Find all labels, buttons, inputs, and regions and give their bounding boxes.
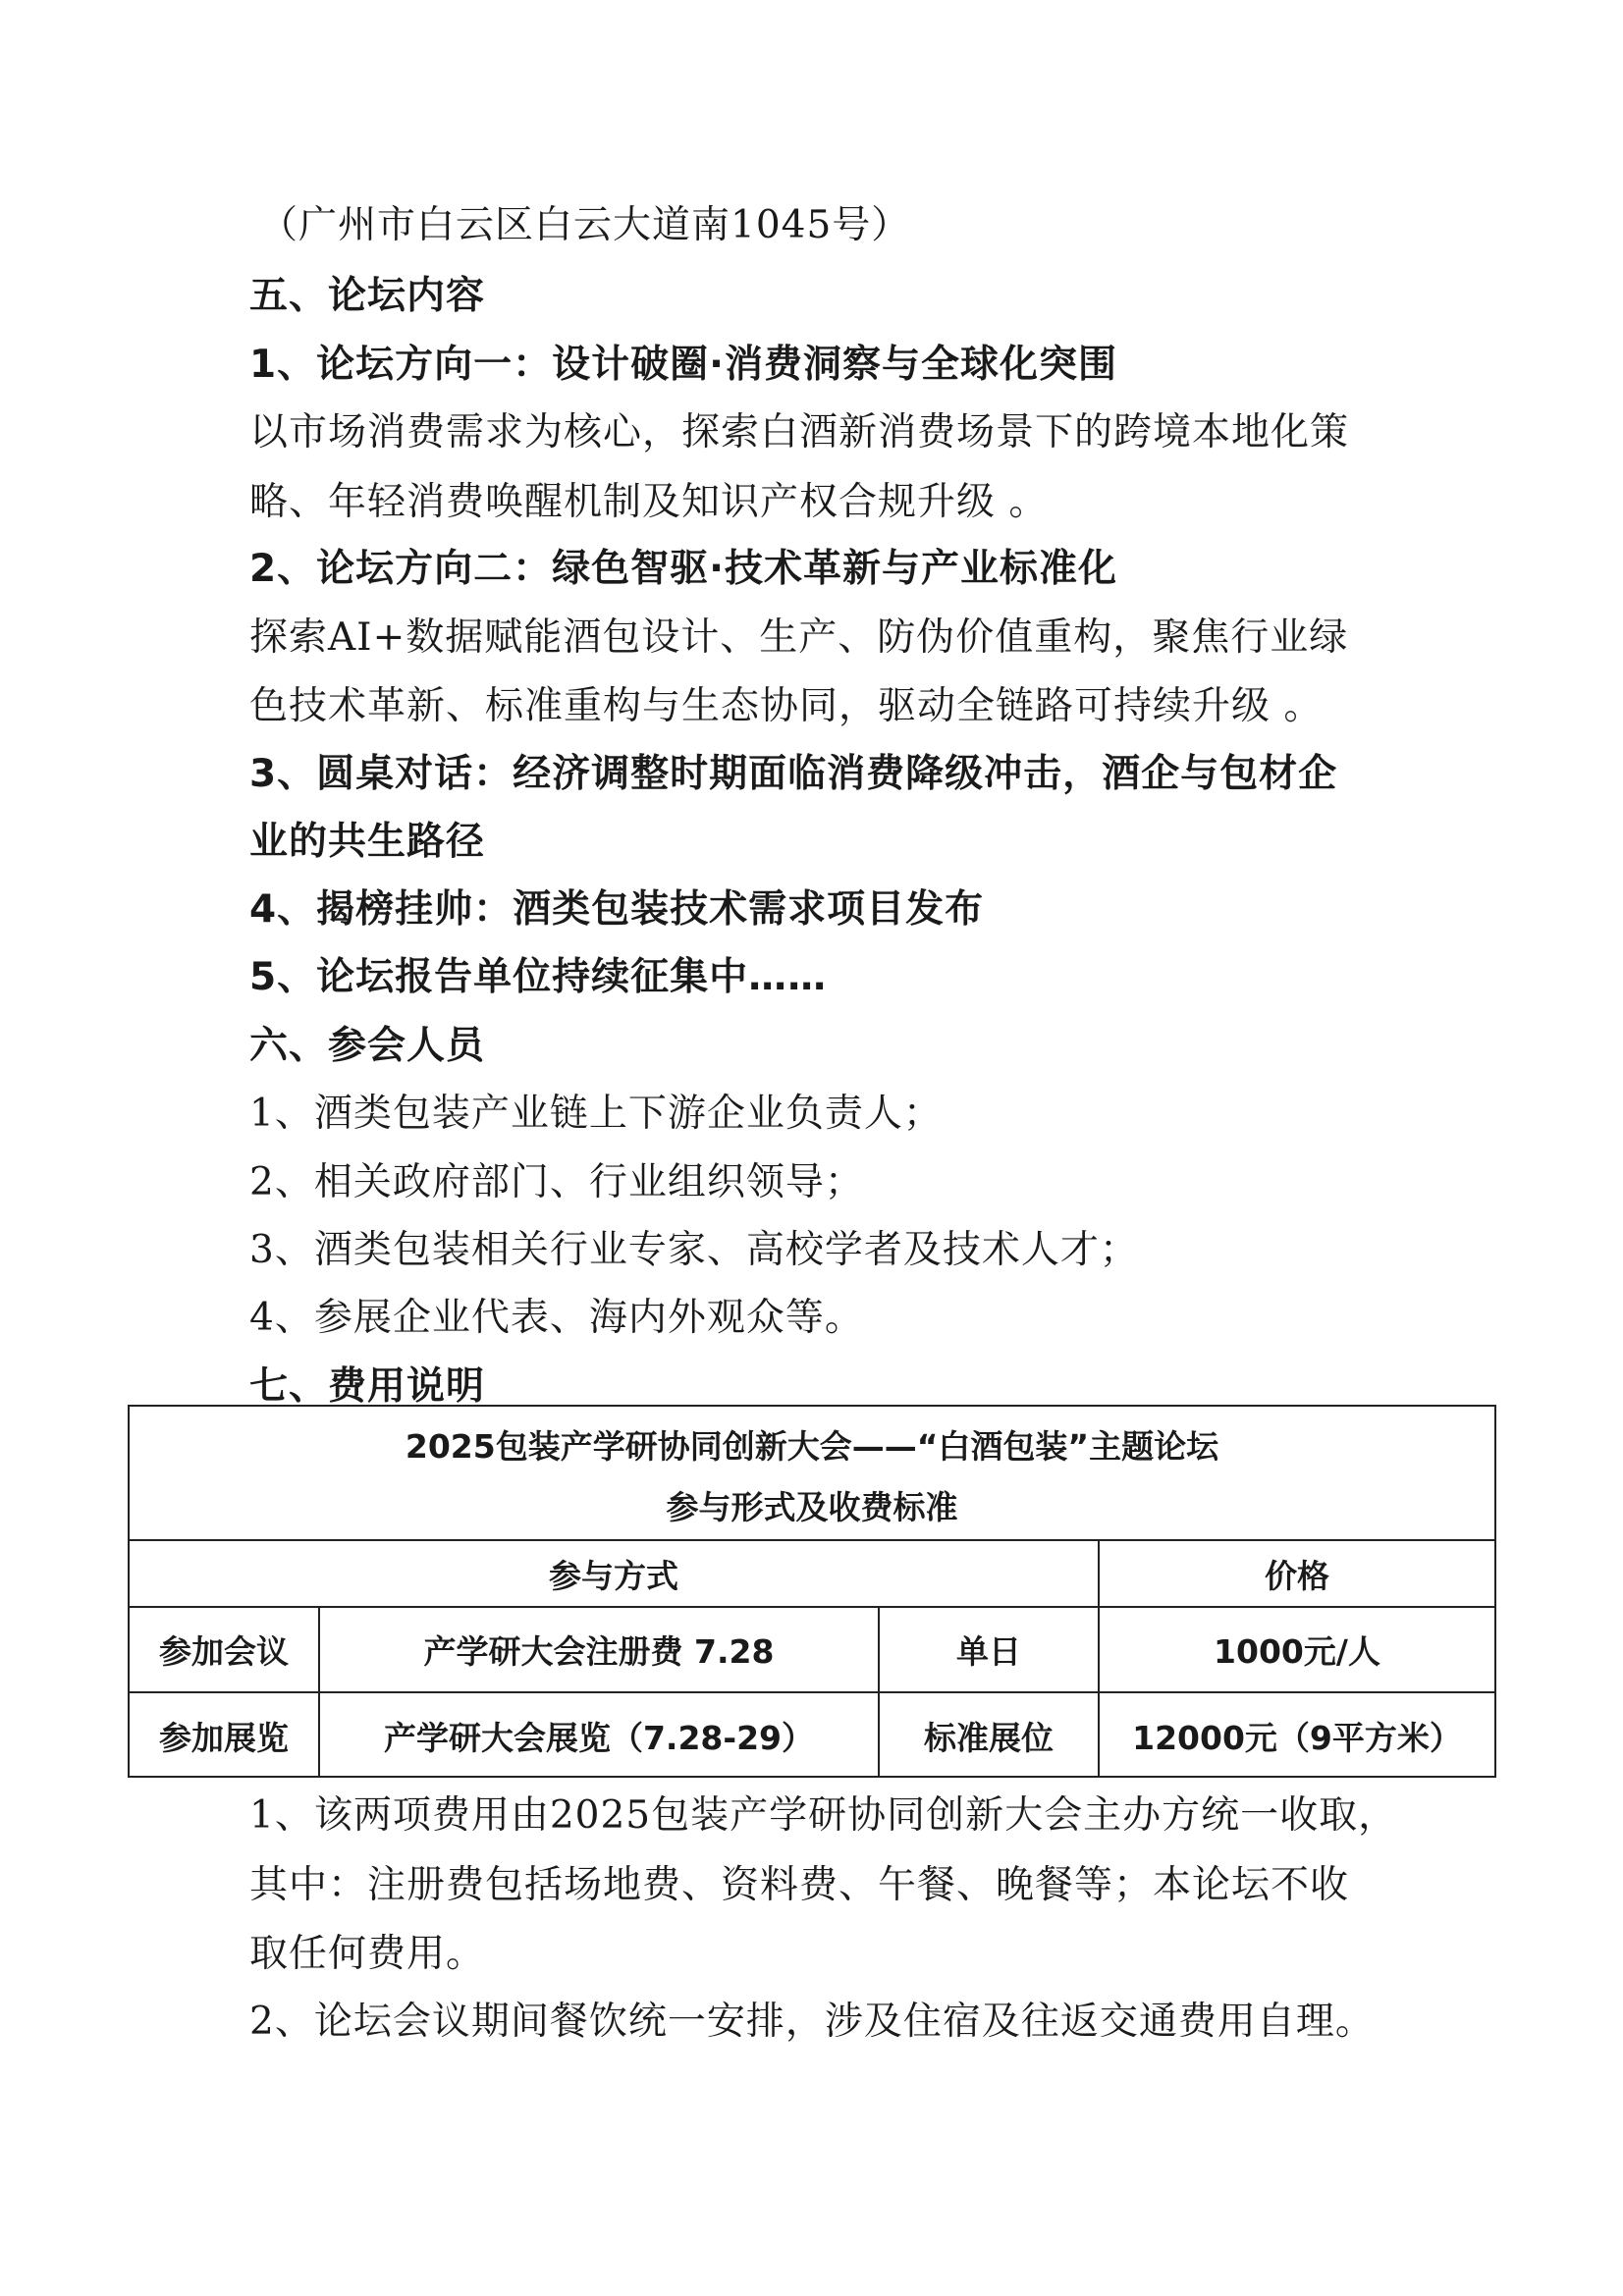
- table-cell-spec: 单日: [956, 1632, 1021, 1671]
- attendee-item-4: 4、参展企业代表、海内外观众等。: [249, 1296, 864, 1340]
- header-price: 价格: [1265, 1556, 1329, 1595]
- table-title: 2025包装产学研协同创新大会——“白酒包装”主题论坛: [405, 1426, 1219, 1466]
- roundtable-heading-2: 业的共生路径: [249, 820, 486, 864]
- attendee-item-2: 2、相关政府部门、行业组织领导；: [249, 1160, 864, 1204]
- table-cell-item: 产学研大会展览（7.28-29）: [383, 1718, 815, 1757]
- attendee-item-1: 1、酒类包装产业链上下游企业负责人；: [249, 1092, 943, 1136]
- forum-direction-1-heading: 1、论坛方向一：设计破圈·消费洞察与全球化突围: [249, 343, 1117, 387]
- challenge-item: 4、揭榜挂帅：酒类包装技术需求项目发布: [249, 887, 985, 932]
- forum-direction-2-heading: 2、论坛方向二：绿色智驱·技术革新与产业标准化: [249, 547, 1117, 591]
- roundtable-heading-1: 3、圆桌对话：经济调整时期面临消费降级冲击，酒企与包材企: [249, 752, 1338, 796]
- fee-note-1-line-2: 其中：注册费包括场地费、资料费、午餐、晚餐等；本论坛不收: [249, 1863, 1350, 1907]
- forum-direction-2-text-2: 色技术革新、标准重构与生态协同，驱动全链路可持续升级 。: [249, 684, 1324, 728]
- table-cell-price: 1000元/人: [1214, 1632, 1380, 1671]
- fee-note-1-line-3: 取任何费用。: [249, 1932, 486, 1976]
- address-line: （广州市白云区白云大道南1045号）: [259, 203, 911, 247]
- table-cell-type: 参加会议: [159, 1632, 289, 1671]
- forum-direction-1-text-2: 略、年轻消费唤醒机制及知识产权合规升级 。: [249, 480, 1049, 524]
- table-subtitle: 参与形式及收费标准: [666, 1488, 958, 1526]
- table-cell-type: 参加展览: [159, 1718, 289, 1757]
- section-heading-6: 六、参会人员: [249, 1024, 486, 1068]
- attendee-item-3: 3、酒类包装相关行业专家、高校学者及技术人才；: [249, 1228, 1139, 1272]
- fee-note-2: 2、论坛会议期间餐饮统一安排，涉及住宿及往返交通费用自理。: [249, 2000, 1375, 2044]
- fee-note-1-line-1: 1、该两项费用由2025包装产学研协同创新大会主办方统一收取，: [249, 1793, 1398, 1838]
- table-cell-item: 产学研大会注册费 7.28: [423, 1632, 775, 1671]
- forum-direction-2-text-1: 探索AI+数据赋能酒包设计、生产、防伪价值重构，聚焦行业绿: [249, 615, 1349, 660]
- forum-direction-1-text-1: 以市场消费需求为核心，探索白酒新消费场景下的跨境本地化策: [249, 410, 1350, 454]
- section-heading-7: 七、费用说明: [249, 1364, 486, 1409]
- report-call-item: 5、论坛报告单位持续征集中……: [249, 955, 828, 999]
- fee-table: [128, 1405, 1496, 1778]
- table-cell-price: 12000元（9平方米）: [1132, 1718, 1462, 1757]
- header-participation-mode: 参与方式: [549, 1556, 678, 1595]
- table-cell-spec: 标准展位: [924, 1718, 1054, 1757]
- section-heading-5: 五、论坛内容: [249, 274, 486, 318]
